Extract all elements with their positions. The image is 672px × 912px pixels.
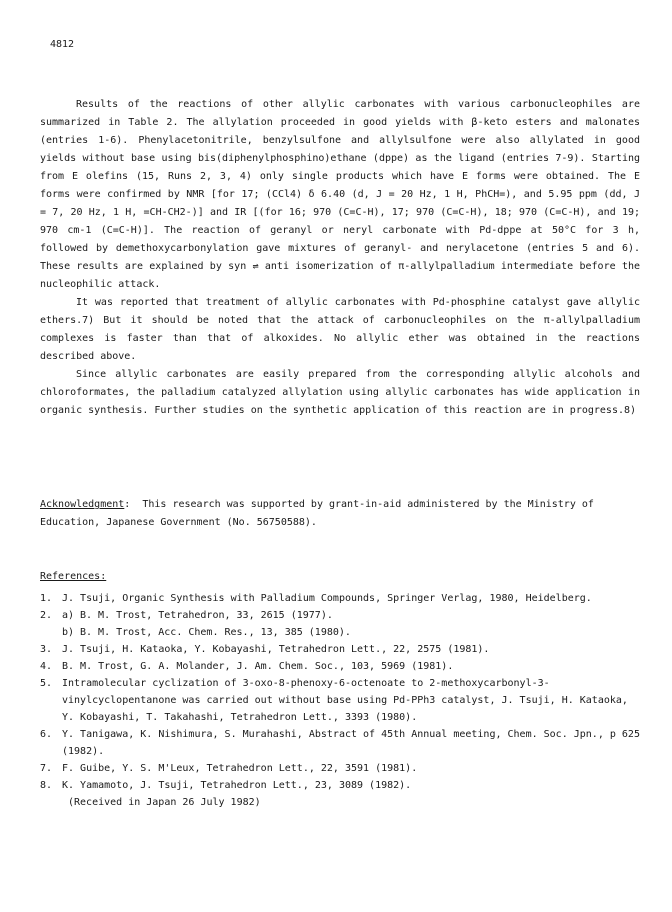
reference-subitem (62, 624, 640, 641)
references-heading: References: (40, 571, 107, 582)
reference-item (40, 675, 640, 726)
reference-text: B. M. Trost, Tetrahedron, 33, 2615 (1977). (80, 610, 333, 621)
reference-text: Y. Tanigawa, K. Nishimura, S. Murahashi, Abstract of 45th Annual meeting, Chem. Soc. Jpn., p 625 (1982). (62, 729, 640, 757)
reference-subitem-label: b) (62, 627, 75, 638)
reference-subitem (62, 607, 640, 624)
acknowledgment-label: Acknowledgment (40, 499, 125, 510)
paragraph-results: Results of the reactions of other allylic carbonates with various carbonucleophiles are summarized in Table 2. The allylation proceeded in good yields with β-keto esters and malonates (entries 1-6). Phenylacetonitrile, benzylsulfone and allylsulfone were also allylated in good yields without base using bis(diphenylphosphino)ethane (dppe) as the ligand (entries 7-9). Starting from E olefins (15, Runs 2, 3, 4) only single products which have E forms were obtained. The E forms were confirmed by NMR [for 17; (CCl4) δ 6.40 (d, J = 20 Hz, 1 H, PhCH=), and 5.95 ppm (dd, J = 7, 20 Hz, 1 H, =CH-CH2-)] and IR [(for 16; 970 (C=C-H), 17; 970 (C=C-H), 18; 970 (C=C-H), and 19; 970 cm-1 (C=C-H)]. The reaction of geranyl or neryl carbonate with Pd-dppe at 50°C for 3 h, followed by demethoxycarbonylation gave mixtures of geranyl- and nerylacetone (entries 5 and 6). These results are explained by syn ⇌ anti isomerization of π-allylpalladium intermediate before the nucleophilic attack. (40, 99, 640, 290)
acknowledgment-text: This research was supported by grant-in-aid administered by the Ministry of Education, Japanese Government (No. 56750588). (40, 499, 594, 528)
reference-item (40, 777, 640, 794)
page-number: 4812 (50, 39, 75, 50)
reference-text: J. Tsuji, Organic Synthesis with Palladium Compounds, Springer Verlag, 1980, Heidelberg. (62, 593, 592, 604)
reference-number: 1. (40, 593, 53, 604)
paragraph-applications: Since allylic carbonates are easily prepared from the corresponding allylic alcohols and chloroformates, the palladium catalyzed allylation using allylic carbonates has wide application in organic synthesis. Further studies on the synthetic application of this reaction are in progress.8) (40, 369, 640, 416)
reference-subitem-label: a) (62, 610, 75, 621)
received-date: (Received in Japan 26 July 1982) (68, 797, 261, 808)
acknowledgment-paragraph: Acknowledgment: This research was supported by grant-in-aid administered by the Ministry of Education, Japanese Government (No. 56750588). (40, 499, 594, 528)
reference-item (40, 658, 640, 675)
reference-item (40, 726, 640, 760)
reference-text: F. Guibe, Y. S. M'Leux, Tetrahedron Lett., 22, 3591 (1981). (62, 763, 418, 774)
reference-number: 4. (40, 661, 53, 672)
reference-item (40, 607, 640, 641)
paragraph-allylic-ethers: It was reported that treatment of allylic carbonates with Pd-phosphine catalyst gave allylic ethers.7) But it should be noted that the attack of carbonucleophiles on the π-allylpalladium complexes is faster than that of alkoxides. No allylic ether was obtained in the reactions described above. (40, 297, 640, 362)
reference-number: 6. (40, 729, 53, 740)
reference-item (40, 641, 640, 658)
reference-text: B. M. Trost, Acc. Chem. Res., 13, 385 (1980). (80, 627, 351, 638)
reference-text: Intramolecular cyclization of 3-oxo-8-phenoxy-6-octenoate to 2-methoxycarbonyl-3-vinylcyclopentanone was carried out without base using Pd-PPh3 catalyst, J. Tsuji, H. Kataoka, Y. Kobayashi, T. Takahashi, Tetrahedron Lett., 3393 (1980). (62, 678, 628, 723)
reference-number: 5. (40, 678, 53, 689)
reference-number: 8. (40, 780, 53, 791)
reference-item (40, 760, 640, 777)
acknowledgment-section (40, 496, 640, 532)
reference-text: K. Yamamoto, J. Tsuji, Tetrahedron Lett., 23, 3089 (1982). (62, 780, 412, 791)
body-text (40, 96, 640, 420)
reference-text: B. M. Trost, G. A. Molander, J. Am. Chem. Soc., 103, 5969 (1981). (62, 661, 454, 672)
reference-item (40, 590, 640, 607)
reference-number: 2. (40, 610, 53, 621)
reference-number: 7. (40, 763, 53, 774)
reference-text: J. Tsuji, H. Kataoka, Y. Kobayashi, Tetrahedron Lett., 22, 2575 (1981). (62, 644, 490, 655)
reference-number: 3. (40, 644, 53, 655)
references-section (40, 568, 640, 811)
